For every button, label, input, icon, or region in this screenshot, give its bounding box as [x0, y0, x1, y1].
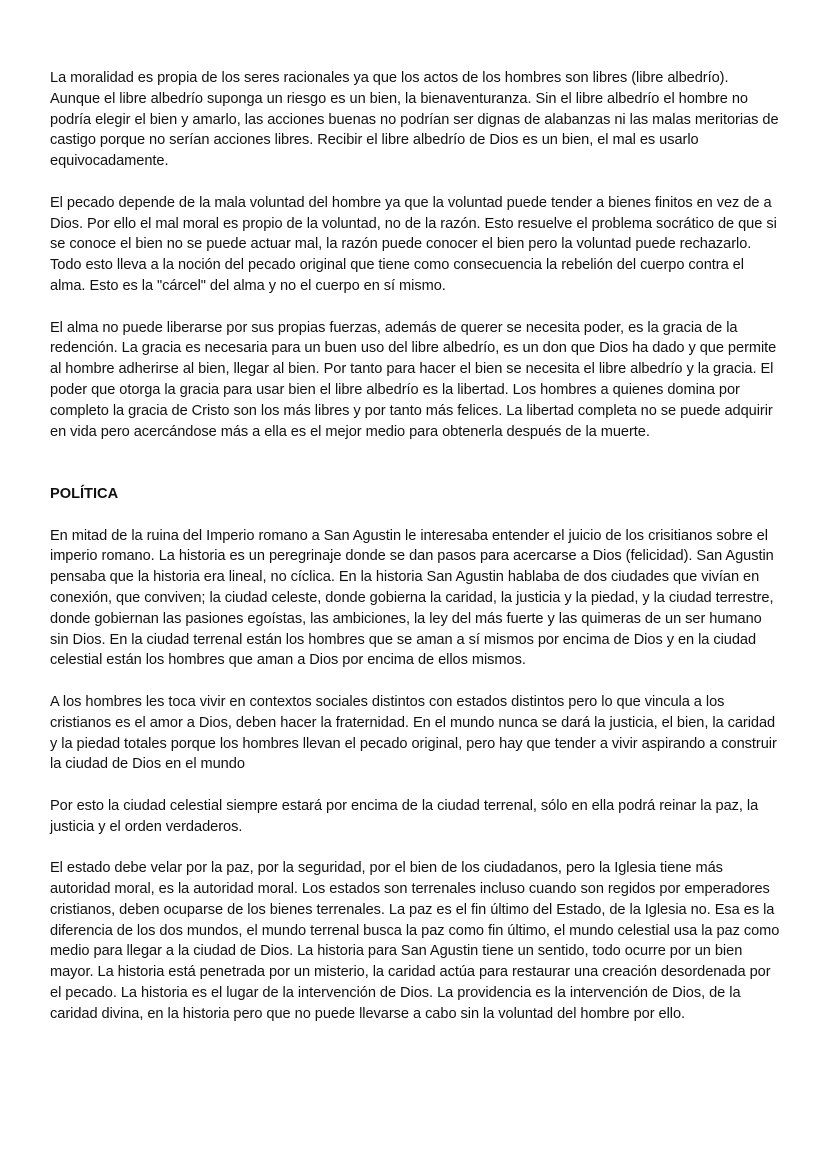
- document-page: [50, 68, 780, 1025]
- paragraph-libre-albedrio: La moralidad es propia de los seres racionales ya que los actos de los hombres son libres (libre albedrío). Aunque el libre albedrío suponga un riesgo es un bien, la bienaventuranza. Sin el libre albedrío el hombre no podría elegir el bien y amarlo, las acciones buenas no podrían ser dignas de alabanzas ni las malas meritorias de castigo porque no serían acciones libres. Recibir el libre albedrío de Dios es un bien, el mal es usarlo equivocadamente.: [50, 70, 779, 170]
- paragraph-ciudad-celestial: Por esto la ciudad celestial siempre estará por encima de la ciudad terrenal, sólo en ella podrá reinar la paz, la justicia y el orden verdaderos.: [50, 797, 759, 835]
- paragraph-pecado: El pecado depende de la mala voluntad del hombre ya que la voluntad puede tender a bienes finitos en vez de a Dios. Por ello el mal moral es propio de la voluntad, no de la razón. Esto resuelve el problema socrático de que si se conoce el bien no se puede actuar mal, la razón puede conocer el bien pero la voluntad puede rechazarlo. Todo esto lleva a la noción del pecado original que tiene como consecuencia la rebelión del cuerpo contra el alma. Esto es la "cárcel" del alma y no el cuerpo en sí mismo.: [50, 194, 777, 294]
- paragraph-fraternidad: A los hombres les toca vivir en contextos sociales distintos con estados distintos pero lo que vincula a los cristianos es el amor a Dios, deben hacer la fraternidad. En el mundo nunca se dará la justicia, el bien, la caridad y la piedad totales porque los hombres llevan el pecado original, pero hay que tender a vivir aspirando a construir la ciudad de Dios en el mundo: [50, 693, 777, 773]
- paragraph-estado-iglesia: El estado debe velar por la paz, por la seguridad, por el bien de los ciudadanos, pero la Iglesia tiene más autoridad moral, es la autoridad moral. Los estados son terrenales incluso cuando son regidos por emperadores cristianos, deben ocuparse de los bienes terrenales. La paz es el fin último del Estado, de la Iglesia no. Esa es la diferencia de los dos mundos, el mundo terrenal busca la paz como fin último, el mundo celestial usa la paz como medio para llegar a la ciudad de Dios. La historia para San Agustin tiene un sentido, todo ocurre por un bien mayor. La historia está penetrada por un misterio, la caridad actúa para restaurar una creación desordenada por el pecado. La historia es el lugar de la intervención de Dios. La providencia es la intervención de Dios, de la caridad divina, en la historia pero que no puede llevarse a cabo sin la voluntad del hombre por ello.: [50, 860, 780, 1022]
- paragraph-dos-ciudades: En mitad de la ruina del Imperio romano a San Agustin le interesaba entender el juicio de los crisitianos sobre el imperio romano. La historia es un peregrinaje donde se dan pasos para acercarse a Dios (felicidad). San Agustin pensaba que la historia era lineal, no cíclica. En la historia San Agustin hablaba de dos ciudades que vivían en conexión, que conviven; la ciudad celeste, donde gobierna la caridad, la justicia y la piedad, y la ciudad terrestre, donde gobiernan las pasiones egoístas, las ambiciones, la ley del más fuerte y las quimeras de un ser humano sin Dios. En la ciudad terrenal están los hombres que se aman a sí mismos por encima de Dios y en la ciudad celestial están los hombres que aman a Dios por encima de ellos mismos.: [50, 527, 774, 669]
- section-heading-politica: POLÍTICA: [50, 485, 119, 502]
- paragraph-gracia: El alma no puede liberarse por sus propias fuerzas, además de querer se necesita poder, es la gracia de la redención. La gracia es necesaria para un buen uso del libre albedrío, es un don que Dios ha dado y que permite al hombre adherirse al bien, llegar al bien. Por tanto para hacer el bien se necesita el libre albedrío y la gracia. El poder que otorga la gracia para usar bien el libre albedrío es la libertad. Los hombres a quienes domina por completo la gracia de Cristo son los más libres y por tanto más felices. La libertad completa no se puede adquirir en vida pero acercándose más a ella es el mejor medio para obtenerla después de la muerte.: [50, 319, 777, 440]
